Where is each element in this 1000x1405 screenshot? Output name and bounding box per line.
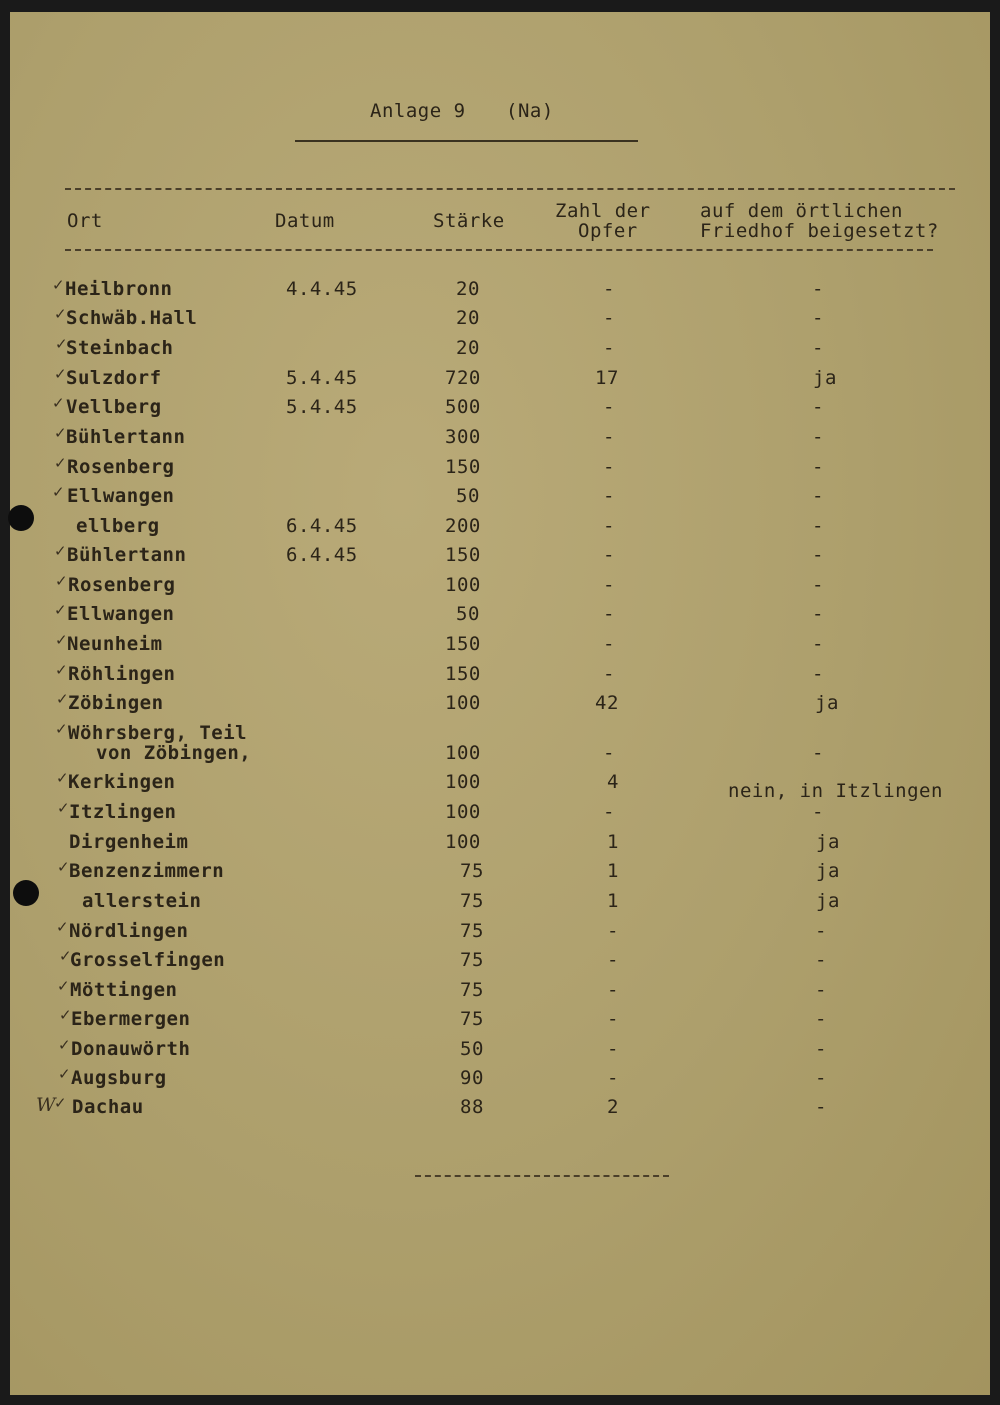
cell-opfer: 4	[607, 771, 619, 793]
table-row	[10, 949, 990, 977]
cell-opfer: -	[603, 663, 615, 685]
cell-ort: Benzenzimmern	[69, 860, 225, 882]
cell-friedhof: ja	[816, 860, 840, 882]
cell-staerke: 100	[445, 742, 481, 764]
cell-ort: Wöhrsberg, Teil	[68, 722, 248, 744]
checkmark-icon: ✓	[55, 720, 68, 738]
table-row	[10, 337, 990, 365]
checkmark-icon: ✓	[55, 631, 68, 649]
col-header-datum: Datum	[275, 210, 335, 232]
checkmark-icon: ✓	[56, 918, 69, 936]
checkmark-icon: ✓	[55, 572, 68, 590]
cell-friedhof: -	[815, 920, 827, 942]
cell-friedhof: -	[812, 574, 824, 596]
cell-friedhof: -	[815, 1008, 827, 1030]
cell-staerke: 75	[460, 979, 484, 1001]
cell-friedhof: -	[812, 485, 824, 507]
cell-ort: Augsburg	[71, 1067, 167, 1089]
cell-friedhof: -	[812, 337, 824, 359]
table-row	[10, 1067, 990, 1095]
col-header-staerke: Stärke	[433, 210, 505, 232]
cell-staerke: 20	[456, 307, 480, 329]
cell-datum: 6.4.45	[286, 515, 358, 537]
cell-ort: Ebermergen	[71, 1008, 191, 1030]
cell-staerke: 150	[445, 456, 481, 478]
cell-friedhof: ja	[816, 831, 840, 853]
cell-ort-continuation: von Zöbingen,	[96, 742, 252, 764]
cell-opfer: -	[603, 742, 615, 764]
cell-opfer: 17	[595, 367, 619, 389]
table-row	[10, 722, 990, 772]
cell-friedhof: -	[812, 307, 824, 329]
cell-friedhof: -	[812, 544, 824, 566]
col-header-friedhof-line1: auf dem örtlichen	[700, 200, 903, 222]
table-row	[10, 692, 990, 720]
header-rule-bottom	[65, 249, 933, 251]
cell-ort: Steinbach	[66, 337, 174, 359]
table-row	[10, 515, 990, 543]
document-page	[10, 12, 990, 1395]
cell-opfer: -	[603, 515, 615, 537]
cell-friedhof: -	[815, 1067, 827, 1089]
cell-ort: Nördlingen	[69, 920, 189, 942]
cell-ort: Rosenberg	[68, 574, 176, 596]
cell-ort: Ellwangen	[67, 485, 175, 507]
cell-opfer: -	[607, 1008, 619, 1030]
checkmark-icon: ✓	[54, 424, 67, 442]
cell-staerke: 90	[460, 1067, 484, 1089]
annex-code: (Na)	[506, 100, 554, 122]
table-row	[10, 860, 990, 888]
checkmark-icon: ✓	[59, 947, 72, 965]
cell-datum: 4.4.45	[286, 278, 358, 300]
cell-staerke: 100	[445, 771, 481, 793]
cell-opfer: 1	[607, 831, 619, 853]
cell-ort: Bühlertann	[67, 544, 187, 566]
cell-datum: 5.4.45	[286, 367, 358, 389]
checkmark-icon: ✓	[54, 365, 67, 383]
col-header-opfer-line2: Opfer	[578, 220, 638, 242]
cell-friedhof: -	[812, 515, 824, 537]
table-row	[10, 544, 990, 572]
cell-friedhof: -	[812, 801, 824, 823]
cell-opfer: 1	[607, 860, 619, 882]
table-row	[10, 801, 990, 829]
col-header-ort: Ort	[67, 210, 103, 232]
cell-opfer: -	[603, 603, 615, 625]
table-row	[10, 890, 990, 918]
cell-friedhof: -	[815, 1096, 827, 1118]
cell-staerke: 720	[445, 367, 481, 389]
cell-friedhof: -	[812, 278, 824, 300]
checkmark-icon: ✓	[54, 454, 67, 472]
cell-ort: Schwäb.Hall	[66, 307, 198, 329]
cell-opfer: -	[603, 574, 615, 596]
table-row	[10, 367, 990, 395]
cell-opfer: 1	[607, 890, 619, 912]
cell-ort: Rosenberg	[67, 456, 175, 478]
cell-ort: Bühlertann	[66, 426, 186, 448]
col-header-opfer-line1: Zahl der	[555, 200, 651, 222]
cell-opfer: -	[607, 920, 619, 942]
cell-friedhof: -	[815, 949, 827, 971]
table-row	[10, 396, 990, 424]
cell-ort: Itzlingen	[69, 801, 177, 823]
table-row	[10, 1096, 990, 1124]
cell-staerke: 20	[456, 278, 480, 300]
cell-opfer: 2	[607, 1096, 619, 1118]
checkmark-icon: ✓	[56, 690, 69, 708]
cell-ort: Zöbingen	[68, 692, 164, 714]
cell-opfer: -	[603, 426, 615, 448]
checkmark-icon: ✓	[54, 1094, 67, 1112]
cell-staerke: 75	[460, 1008, 484, 1030]
cell-ort: ellberg	[76, 515, 160, 537]
cell-staerke: 75	[460, 920, 484, 942]
cell-friedhof: ja	[815, 692, 839, 714]
cell-ort: Donauwörth	[71, 1038, 191, 1060]
cell-staerke: 50	[456, 603, 480, 625]
cell-friedhof: -	[812, 396, 824, 418]
cell-opfer: -	[603, 396, 615, 418]
checkmark-icon: ✓	[58, 1065, 71, 1083]
checkmark-icon: ✓	[54, 601, 67, 619]
cell-ort: allerstein	[82, 890, 202, 912]
punch-hole	[8, 505, 34, 531]
cell-staerke: 150	[445, 633, 481, 655]
cell-staerke: 200	[445, 515, 481, 537]
cell-ort: Möttingen	[70, 979, 178, 1001]
cell-friedhof: -	[815, 979, 827, 1001]
cell-opfer: -	[603, 278, 615, 300]
table-row	[10, 979, 990, 1007]
cell-friedhof: nein, in Itzlingen	[728, 780, 943, 802]
cell-staerke: 100	[445, 574, 481, 596]
cell-opfer: -	[607, 1067, 619, 1089]
header-rule-top	[65, 188, 955, 190]
cell-staerke: 100	[445, 831, 481, 853]
cell-staerke: 500	[445, 396, 481, 418]
cell-datum: 5.4.45	[286, 396, 358, 418]
closing-rule	[415, 1175, 669, 1177]
cell-friedhof: -	[812, 603, 824, 625]
title-underline	[295, 140, 638, 142]
checkmark-icon: ✓	[57, 799, 70, 817]
cell-staerke: 150	[445, 663, 481, 685]
cell-staerke: 50	[460, 1038, 484, 1060]
checkmark-icon: ✓	[55, 661, 68, 679]
cell-staerke: 100	[445, 801, 481, 823]
cell-friedhof: -	[812, 742, 824, 764]
checkmark-icon: ✓	[54, 305, 67, 323]
annex-title: Anlage 9	[370, 100, 466, 122]
cell-friedhof: ja	[813, 367, 837, 389]
table-row	[10, 831, 990, 859]
handwritten-mark: W	[36, 1094, 56, 1116]
table-row	[10, 456, 990, 484]
table-row	[10, 574, 990, 602]
cell-opfer: -	[607, 979, 619, 1001]
cell-ort: Dachau	[72, 1096, 144, 1118]
cell-staerke: 75	[460, 949, 484, 971]
table-row	[10, 663, 990, 691]
checkmark-icon: ✓	[59, 1006, 72, 1024]
table-row	[10, 1038, 990, 1066]
cell-opfer: -	[603, 485, 615, 507]
cell-opfer: 42	[595, 692, 619, 714]
checkmark-icon: ✓	[57, 858, 70, 876]
table-row	[10, 920, 990, 948]
cell-staerke: 300	[445, 426, 481, 448]
checkmark-icon: ✓	[52, 483, 65, 501]
table-row	[10, 485, 990, 513]
cell-opfer: -	[603, 544, 615, 566]
cell-opfer: -	[607, 949, 619, 971]
cell-opfer: -	[603, 801, 615, 823]
cell-ort: Sulzdorf	[66, 367, 162, 389]
checkmark-icon: ✓	[57, 977, 70, 995]
cell-staerke: 100	[445, 692, 481, 714]
cell-friedhof: -	[812, 456, 824, 478]
cell-opfer: -	[607, 1038, 619, 1060]
checkmark-icon: ✓	[54, 542, 67, 560]
table-row	[10, 426, 990, 454]
table-row	[10, 633, 990, 661]
cell-ort: Kerkingen	[68, 771, 176, 793]
cell-staerke: 20	[456, 337, 480, 359]
table-row	[10, 278, 990, 306]
checkmark-icon: ✓	[55, 335, 68, 353]
table-row	[10, 1008, 990, 1036]
cell-staerke: 150	[445, 544, 481, 566]
cell-staerke: 88	[460, 1096, 484, 1118]
cell-ort: Heilbronn	[65, 278, 173, 300]
cell-ort: Vellberg	[66, 396, 162, 418]
cell-friedhof: -	[815, 1038, 827, 1060]
checkmark-icon: ✓	[56, 769, 69, 787]
checkmark-icon: ✓	[52, 276, 65, 294]
cell-datum: 6.4.45	[286, 544, 358, 566]
cell-staerke: 75	[460, 860, 484, 882]
cell-ort: Röhlingen	[68, 663, 176, 685]
cell-opfer: -	[603, 337, 615, 359]
checkmark-icon: ✓	[52, 394, 65, 412]
cell-ort: Grosselfingen	[70, 949, 226, 971]
table-row	[10, 603, 990, 631]
cell-friedhof: ja	[816, 890, 840, 912]
cell-friedhof: -	[812, 663, 824, 685]
punch-hole	[13, 880, 39, 906]
table-row	[10, 769, 990, 802]
cell-ort: Neunheim	[67, 633, 163, 655]
cell-opfer: -	[603, 456, 615, 478]
cell-ort: Ellwangen	[67, 603, 175, 625]
cell-friedhof: -	[812, 426, 824, 448]
col-header-friedhof-line2: Friedhof beigesetzt?	[700, 220, 939, 242]
checkmark-icon: ✓	[58, 1036, 71, 1054]
cell-opfer: -	[603, 633, 615, 655]
cell-staerke: 50	[456, 485, 480, 507]
cell-friedhof: -	[812, 633, 824, 655]
cell-opfer: -	[603, 307, 615, 329]
table-row	[10, 307, 990, 335]
cell-staerke: 75	[460, 890, 484, 912]
cell-ort: Dirgenheim	[69, 831, 189, 853]
